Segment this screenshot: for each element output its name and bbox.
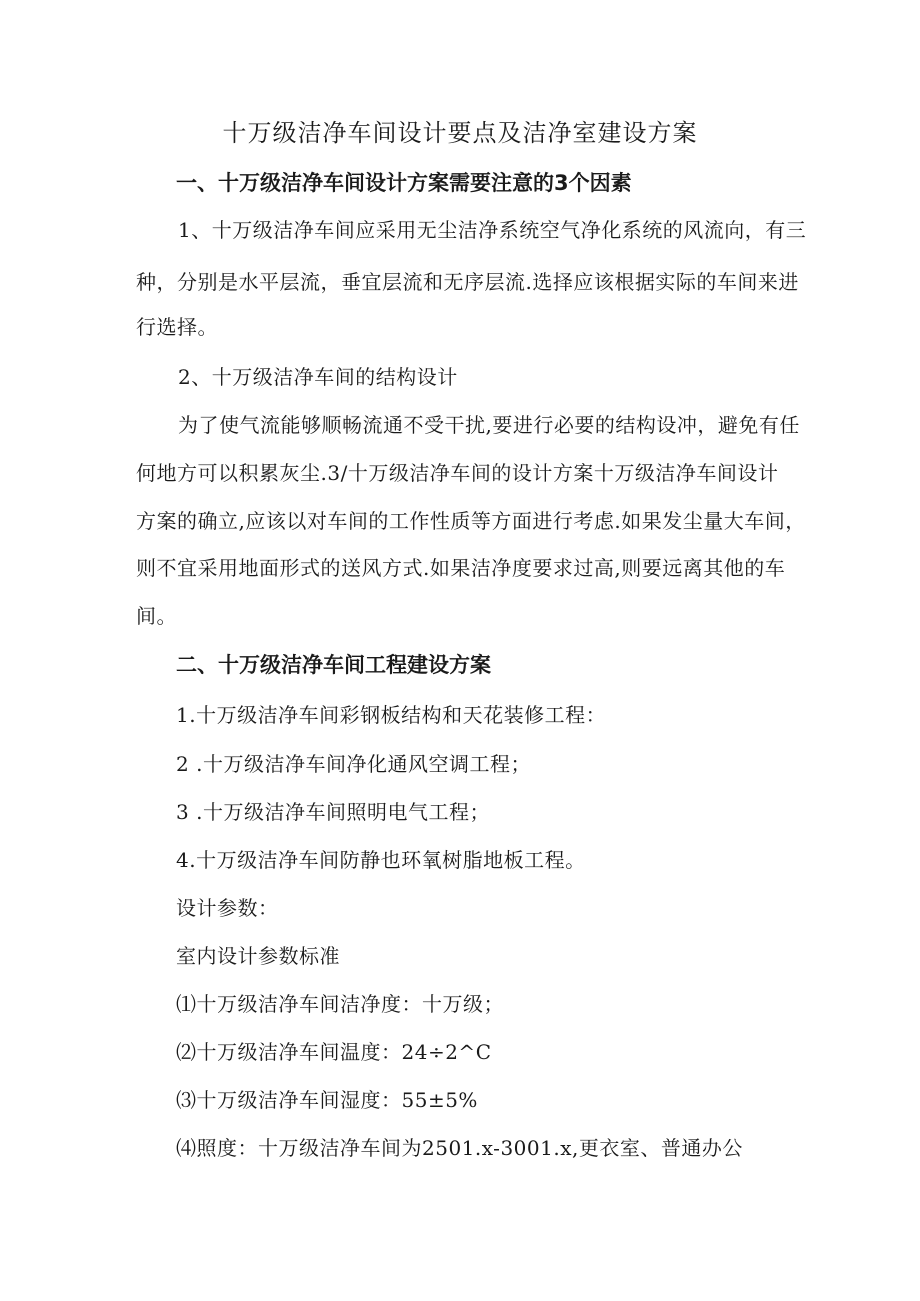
paragraph-3-line-5: 间。 [136, 604, 177, 628]
indoor-standard-label: 室内设计参数标准 [176, 944, 340, 968]
paragraph-3-line-4: 则不宜采用地面形式的送风方式.如果洁净度要求过高,则要远离其他的车 [136, 556, 786, 580]
section-heading-2: 二、十万级洁净车间工程建设方案 [176, 653, 491, 677]
list-item: 3 .十万级洁净车间照明电气工程； [176, 800, 490, 824]
paragraph-1-line-1: 1、十万级洁净车间应采用无尘洁净系统空气净化系统的风流向，有三 [178, 218, 807, 242]
design-params-label: 设计参数： [176, 896, 279, 920]
document-title: 十万级洁净车间设计要点及洁净室建设方案 [222, 119, 698, 147]
paragraph-3-line-1: 为了使气流能够顺畅流通不受干扰,要进行必要的结构设冲，避免有任 [178, 413, 800, 437]
paragraph-2: 2、十万级洁净车间的结构设计 [178, 365, 458, 389]
list-item: 4.十万级洁净车间防静也环氧树脂地板工程。 [176, 848, 586, 872]
list-item: 2 .十万级洁净车间净化通风空调工程； [176, 752, 531, 776]
list-item: 1.十万级洁净车间彩钢板结构和天花装修工程： [176, 703, 607, 727]
section-heading-1: 一、十万级洁净车间设计方案需要注意的3个因素 [176, 171, 632, 195]
param-item: ⑴十万级洁净车间洁净度：十万级； [176, 992, 504, 1016]
paragraph-3-line-2: 何地方可以积累灰尘.3/十万级洁净车间的设计方案十万级洁净车间设计 [136, 461, 779, 485]
paragraph-3-line-3: 方案的确立,应该以对车间的工作性质等方面进行考虑.如果发尘量大车间， [136, 509, 806, 533]
paragraph-1-line-3: 行选择。 [136, 315, 218, 339]
paragraph-1-line-2: 种，分别是水平层流，垂宜层流和无序层流.选择应该根据实际的车间来进 [136, 270, 799, 294]
param-item: ⑷照度：十万级洁净车间为2501.x-3001.x,更衣室、普通办公 [176, 1136, 743, 1160]
param-item: ⑵十万级洁净车间温度：24÷2^C [176, 1040, 492, 1064]
param-item: ⑶十万级洁净车间湿度：55±5% [176, 1088, 478, 1112]
